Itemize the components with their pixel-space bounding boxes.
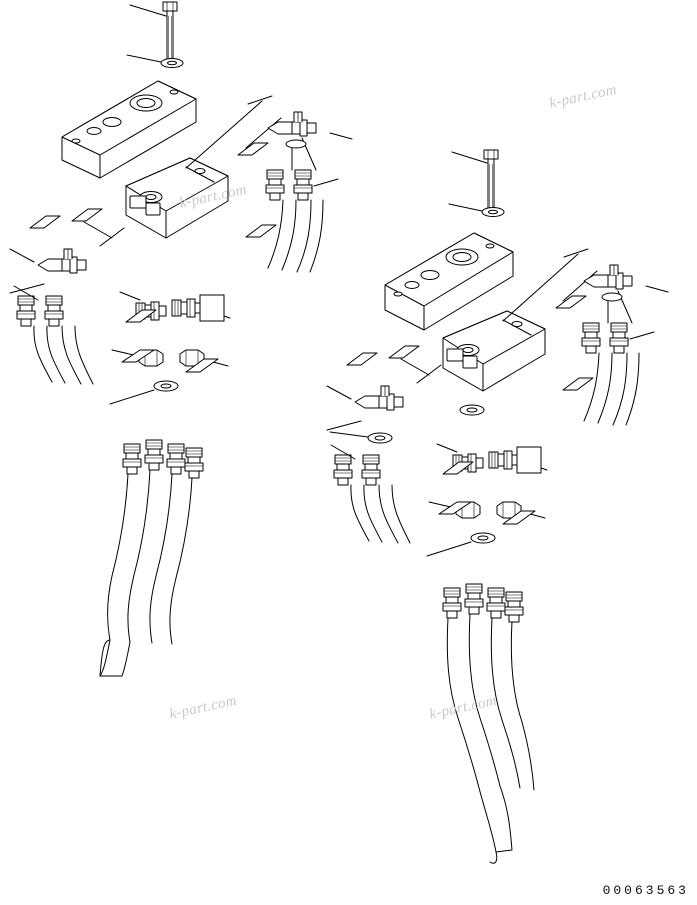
watermark: k-part.com xyxy=(168,692,239,723)
watermark: k-part.com xyxy=(428,692,499,723)
watermark: k-part.com xyxy=(178,181,249,212)
watermark: k-part.com xyxy=(548,81,619,112)
drawing-number: 00063563 xyxy=(602,883,689,898)
